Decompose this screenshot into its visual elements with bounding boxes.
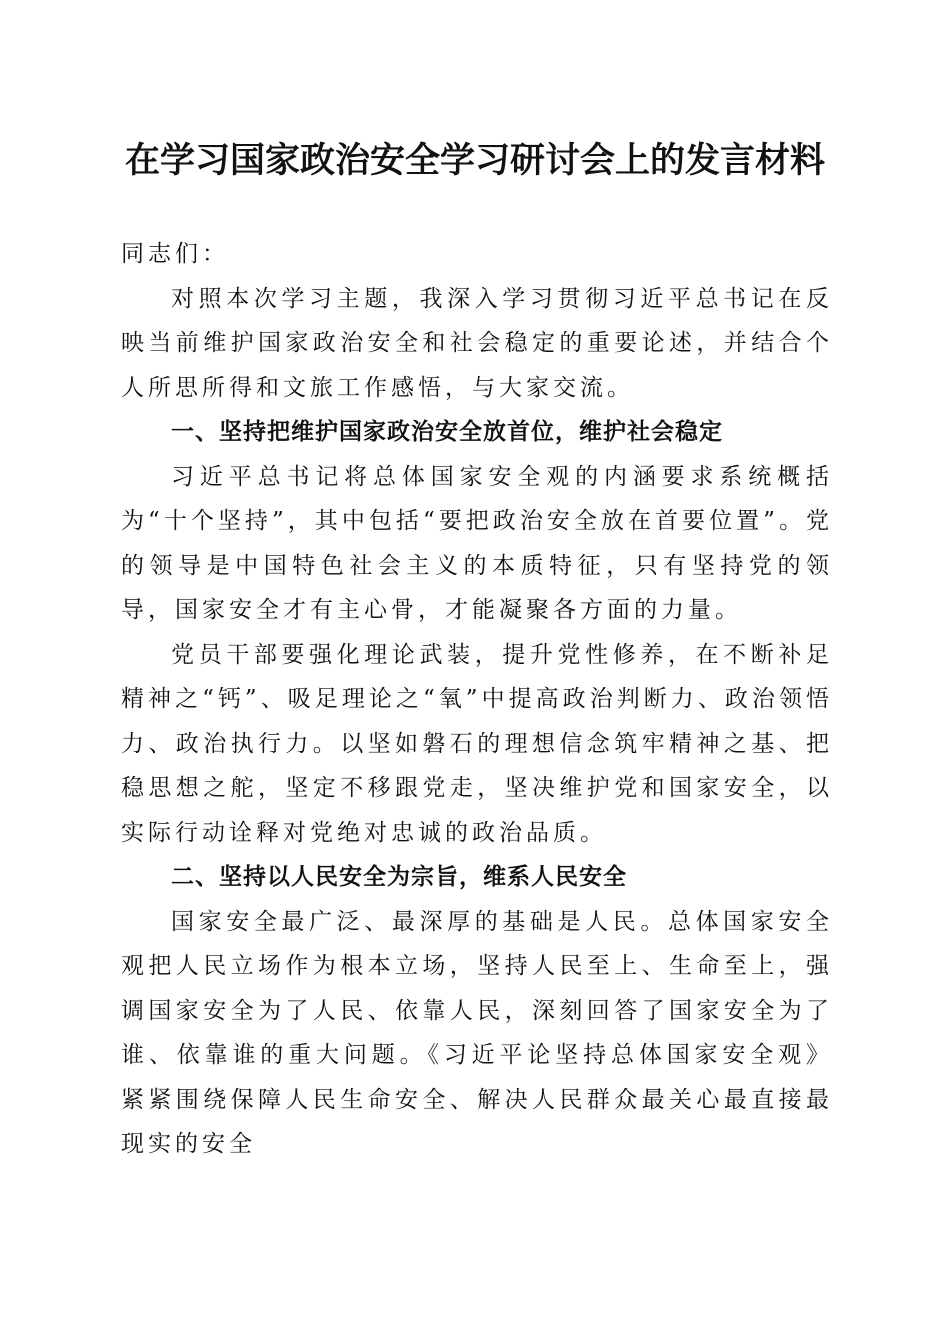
document-title: 在学习国家政治安全学习研讨会上的发言材料 [124, 140, 825, 181]
salutation: 同志们： [121, 241, 229, 267]
section-heading-2: 二、坚持以人民安全为宗旨，维系人民安全 [171, 864, 627, 890]
paragraph-section1-a: 习近平总书记将总体国家安全观的内涵要求系统概括为“十个坚持”，其中包括“要把政治安全放在首要位置”。党的领导是中国特色社会主义的本质特征，只有坚持党的领导，国家安全才有主心骨，才能凝聚各方面的力量。 [121, 463, 833, 623]
paragraph-section2-a: 国家安全最广泛、最深厚的基础是人民。总体国家安全观把人民立场作为根本立场，坚持人民至上、生命至上，强调国家安全为了人民、依靠人民，深刻回答了国家安全为了谁、依靠谁的重大问题。《习近平论坚持总体国家安全观》紧紧围绕保障人民生命安全、解决人民群众最关心最直接最现实的安全 [121, 908, 833, 1157]
paragraph-intro: 对照本次学习主题，我深入学习贯彻习近平总书记在反映当前维护国家政治安全和社会稳定的重要论述，并结合个人所思所得和文旅工作感悟，与大家交流。 [121, 285, 833, 401]
document-body [121, 232, 833, 1167]
section-heading-1: 一、坚持把维护国家政治安全放首位，维护社会稳定 [171, 419, 723, 445]
paragraph-section1-b: 党员干部要强化理论武装，提升党性修养，在不断补足精神之“钙”、吸足理论之“氧”中提高政治判断力、政治领悟力、政治执行力。以坚如磐石的理想信念筑牢精神之基、把稳思想之舵，坚定不移跟党走，坚决维护党和国家安全，以实际行动诠释对党绝对忠诚的政治品质。 [121, 641, 833, 846]
